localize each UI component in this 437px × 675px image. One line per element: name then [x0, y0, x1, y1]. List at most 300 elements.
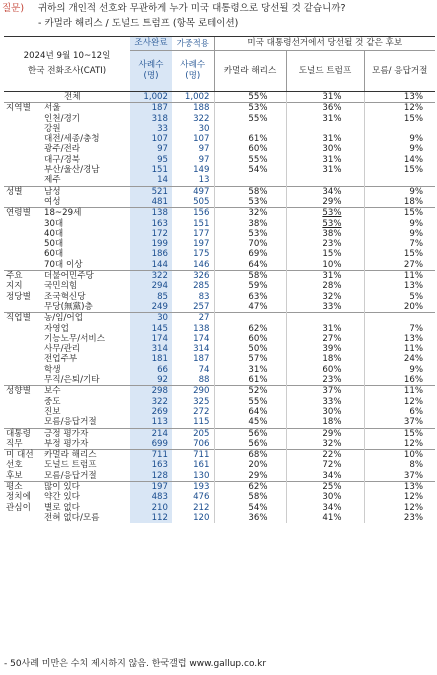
- dk-cell: 8%: [364, 460, 435, 470]
- group-label: [4, 197, 42, 208]
- question-options: - 카멀라 해리스 / 도널드 트럼프 (항목 로테이션): [38, 18, 239, 29]
- table-row: [4, 292, 435, 302]
- raw-count-cell: 128: [130, 471, 172, 482]
- results-table: [4, 36, 435, 523]
- harris-cell: 62%: [214, 324, 286, 334]
- subgroup-label: 도널드 트럼프: [44, 460, 97, 471]
- table-row: [4, 492, 435, 502]
- trump-cell: 28%: [286, 281, 364, 291]
- weighted-count-cell: 120: [193, 512, 210, 523]
- trump-cell: 41%: [286, 513, 364, 523]
- weighted-count-cell: 146: [193, 259, 210, 270]
- table-row: [4, 92, 435, 103]
- dk-cell: 15%: [364, 428, 435, 439]
- dk-cell: 9%: [364, 186, 435, 197]
- raw-count-cell: 298: [130, 386, 172, 397]
- weighted-count-cell: 130: [193, 470, 210, 481]
- weighted-count-cell: 97: [198, 144, 210, 155]
- group-label: [4, 92, 42, 103]
- dk-cell: 23%: [364, 513, 435, 523]
- group-label: [4, 324, 42, 334]
- raw-count-cell: 107: [130, 134, 172, 144]
- weighted-count-cell: 193: [172, 481, 214, 492]
- subgroup-label: 긍정 평가자: [42, 428, 130, 439]
- raw-count-top: 조사완료: [130, 37, 172, 51]
- group-label: [4, 165, 42, 175]
- weighted-count-cell: 322: [193, 113, 210, 124]
- raw-count-cell: 163: [130, 460, 172, 470]
- trump-cell: 31%: [286, 114, 364, 124]
- trump-cell: [286, 313, 364, 324]
- harris-cell: 59%: [214, 281, 286, 291]
- subgroup-label: 60대: [44, 249, 64, 260]
- raw-count-cell: 66: [130, 365, 172, 375]
- trump-cell: 34%: [286, 186, 364, 197]
- table-row: [4, 239, 435, 249]
- subgroup-label: 서울: [42, 103, 130, 114]
- trump-cell: 34%: [286, 471, 364, 482]
- raw-count-cell: 144: [130, 260, 172, 271]
- group-label: 성별: [4, 186, 42, 197]
- harris-cell: 29%: [214, 471, 286, 482]
- trump-cell: 31%: [286, 271, 364, 282]
- group-label: [4, 260, 42, 271]
- table-row: [4, 186, 435, 197]
- group-label: [4, 407, 42, 417]
- raw-count-cell: 318: [130, 114, 172, 124]
- subgroup-label: 여성: [44, 196, 61, 207]
- trump-cell: 33%: [286, 302, 364, 313]
- trump-cell: [286, 124, 364, 134]
- table-row: [4, 134, 435, 144]
- group-label: 대통령: [4, 428, 42, 439]
- subgroup-label: 인천/경기: [44, 113, 81, 124]
- group-label: 정치에: [6, 492, 31, 503]
- dk-header: 모름/ 응답거절: [364, 51, 435, 92]
- trump-cell: 39%: [286, 344, 364, 354]
- harris-cell: 36%: [214, 513, 286, 523]
- table-row: [4, 208, 435, 219]
- subgroup-label: 전혀 없다/모름: [44, 512, 100, 523]
- dk-cell: 15%: [364, 165, 435, 175]
- raw-count-cell: 269: [130, 407, 172, 417]
- raw-count-cell: 30: [130, 313, 172, 324]
- harris-header: 카멀라 해리스: [214, 51, 286, 92]
- trump-cell: 18%: [286, 417, 364, 428]
- table-row: [4, 471, 435, 482]
- raw-count-cell: 314: [130, 344, 172, 354]
- table-row: [4, 249, 435, 259]
- subgroup-label: 대전/세종/충청: [44, 134, 100, 145]
- raw-count-cell: 145: [130, 324, 172, 334]
- group-label: [4, 144, 42, 154]
- question-text: 귀하의 개인적 선호와 무관하게 누가 미국 대통령으로 당선될 것 같습니까?: [38, 3, 346, 14]
- harris-cell: [214, 313, 286, 324]
- table-row: [4, 229, 435, 239]
- dk-cell: 13%: [364, 334, 435, 344]
- dk-cell: 12%: [364, 103, 435, 114]
- trump-cell: 30%: [286, 407, 364, 417]
- survey-info-header: [4, 37, 130, 92]
- raw-count-cell: 85: [130, 292, 172, 302]
- dk-cell: 18%: [364, 197, 435, 208]
- dk-cell: 12%: [364, 503, 435, 513]
- raw-count-cell: 187: [130, 103, 172, 114]
- table-row: [4, 417, 435, 428]
- dk-cell: 24%: [364, 354, 435, 364]
- harris-cell: 70%: [214, 239, 286, 249]
- trump-cell: 31%: [286, 155, 364, 165]
- table-row: [4, 114, 435, 124]
- raw-count-cell: 521: [130, 186, 172, 197]
- subgroup-label: 70대 이상: [44, 259, 83, 270]
- dk-cell: 14%: [364, 155, 435, 165]
- dk-cell: 13%: [364, 92, 435, 103]
- weighted-count-cell: 83: [198, 291, 210, 302]
- raw-count-cell: 294: [130, 281, 172, 291]
- trump-cell: 30%: [286, 144, 364, 154]
- weighted-count-cell: 97: [198, 154, 210, 165]
- raw-count-cell: 14: [130, 175, 172, 186]
- subgroup-label: 진보: [44, 406, 61, 417]
- group-label: [4, 239, 42, 249]
- dk-cell: 11%: [364, 344, 435, 354]
- subgroup-label: 보수: [42, 386, 130, 397]
- group-label: 성향별: [4, 386, 42, 397]
- raw-count-cell: 151: [130, 165, 172, 175]
- weighted-count-cell: 174: [193, 333, 210, 344]
- subgroup-label: 학생: [44, 364, 61, 375]
- footer-note: - 50사례 미만은 수치 제시하지 않음. 한국갤럽 www.gallup.co.kr: [4, 659, 267, 669]
- subgroup-label: 무직/은퇴/기타: [44, 375, 100, 386]
- trump-cell: 23%: [286, 375, 364, 386]
- dk-cell: 27%: [364, 260, 435, 271]
- group-title: 미국 대통령선거에서 당선될 것 같은 후보: [214, 37, 435, 51]
- raw-count-cell: 197: [130, 481, 172, 492]
- group-label: [4, 417, 42, 428]
- subgroup-label: 모름/응답거절: [44, 417, 97, 428]
- raw-count-cell: 699: [130, 439, 172, 450]
- group-label: 주요: [4, 271, 42, 282]
- trump-cell: 29%: [286, 197, 364, 208]
- subgroup-label: 무당(無黨)층: [44, 301, 93, 312]
- dk-cell: 6%: [364, 407, 435, 417]
- group-label: [4, 334, 42, 344]
- raw-count-header: 사례수 (명): [130, 51, 172, 92]
- raw-count-cell: 1,002: [130, 92, 172, 103]
- subgroup-label: 사무/관리: [44, 344, 81, 355]
- raw-count-cell: 711: [130, 450, 172, 461]
- harris-cell: 50%: [214, 344, 286, 354]
- subgroup-label: 농/임/어업: [42, 313, 130, 324]
- harris-cell: 55%: [214, 155, 286, 165]
- raw-count-cell: 33: [130, 124, 172, 134]
- group-label: 평소: [4, 481, 42, 492]
- harris-cell: 55%: [214, 92, 286, 103]
- trump-cell: 31%: [286, 324, 364, 334]
- dk-cell: 13%: [364, 481, 435, 492]
- trump-cell: 29%: [286, 428, 364, 439]
- table-row: [4, 124, 435, 134]
- raw-count-cell: 97: [130, 144, 172, 154]
- table-row: [4, 144, 435, 154]
- harris-cell: 61%: [214, 134, 286, 144]
- table-row: [4, 354, 435, 364]
- subgroup-label: 광주/전라: [44, 144, 81, 155]
- subgroup-label: 별로 없다: [44, 502, 80, 513]
- subgroup-label: 남성: [42, 186, 130, 197]
- dk-cell: 10%: [364, 450, 435, 461]
- raw-count-cell: 95: [130, 155, 172, 165]
- group-label: [4, 219, 42, 229]
- subgroup-label: 전체: [42, 92, 130, 103]
- survey-method: 한국 전화조사(CATI): [27, 66, 107, 76]
- trump-cell: 30%: [286, 492, 364, 502]
- subgroup-label: 부정 평가자: [44, 438, 89, 449]
- weighted-count-cell: 314: [193, 344, 210, 355]
- trump-cell: 15%: [286, 249, 364, 259]
- weighted-count-cell: 88: [198, 375, 210, 386]
- dk-cell: 15%: [364, 208, 435, 219]
- raw-count-cell: 163: [130, 219, 172, 229]
- subgroup-label: 부산/울산/경남: [44, 165, 100, 176]
- subgroup-label: 모름/응답거절: [44, 470, 97, 481]
- weighted-count-cell: 187: [193, 354, 210, 365]
- group-label: [4, 397, 42, 407]
- dk-cell: 37%: [364, 417, 435, 428]
- harris-cell: 54%: [214, 503, 286, 513]
- raw-count-cell: 112: [130, 513, 172, 523]
- weighted-count-cell: 27: [172, 313, 214, 324]
- raw-count-cell: 174: [130, 334, 172, 344]
- raw-count-cell: 186: [130, 249, 172, 259]
- harris-cell: 53%: [214, 197, 286, 208]
- weighted-count-cell: 149: [193, 165, 210, 176]
- harris-cell: 38%: [214, 219, 286, 229]
- subgroup-label: 카멀라 해리스: [42, 450, 130, 461]
- group-label: 연령별: [4, 208, 42, 219]
- dk-cell: 12%: [364, 439, 435, 450]
- group-label: [4, 229, 42, 239]
- trump-cell: 31%: [286, 165, 364, 175]
- weighted-count-cell: 107: [193, 134, 210, 145]
- harris-cell: 45%: [214, 417, 286, 428]
- table-row: [4, 260, 435, 271]
- subgroup-label: 조국혁신당: [44, 291, 86, 302]
- group-label: 관심이: [6, 502, 31, 513]
- harris-cell: 68%: [214, 450, 286, 461]
- dk-cell: 7%: [364, 324, 435, 334]
- subgroup-label: 중도: [44, 396, 61, 407]
- dk-cell: 9%: [364, 365, 435, 375]
- weighted-count-cell: 161: [193, 460, 210, 471]
- subgroup-label: 강원: [44, 123, 61, 134]
- group-label: 지역별: [4, 103, 42, 114]
- weighted-count-cell: 505: [193, 196, 210, 207]
- weighted-count-cell: 177: [193, 228, 210, 239]
- dk-cell: 7%: [364, 239, 435, 249]
- group-label: [4, 124, 42, 134]
- harris-cell: 55%: [214, 114, 286, 124]
- table-row: [4, 450, 435, 461]
- raw-count-cell: 214: [130, 428, 172, 439]
- harris-cell: 54%: [214, 165, 286, 175]
- table-row: [4, 428, 435, 439]
- harris-cell: 57%: [214, 354, 286, 364]
- dk-cell: 12%: [364, 397, 435, 407]
- weighted-count-cell: 30: [198, 123, 210, 134]
- subgroup-label: 더불어민주당: [42, 271, 130, 282]
- weighted-count-cell: 205: [172, 428, 214, 439]
- table-row: [4, 197, 435, 208]
- harris-cell: [214, 124, 286, 134]
- group-label: [4, 354, 42, 364]
- weighted-count-cell: 272: [193, 406, 210, 417]
- weighted-count-cell: 285: [193, 281, 210, 292]
- subgroup-label: 자영업: [44, 323, 69, 334]
- weighted-count-cell: 13: [198, 175, 210, 186]
- dk-cell: 11%: [364, 386, 435, 397]
- harris-cell: 62%: [214, 481, 286, 492]
- trump-cell: 60%: [286, 365, 364, 375]
- trump-cell: 53%: [286, 219, 364, 229]
- table-row: [4, 513, 435, 523]
- dk-cell: 13%: [364, 281, 435, 291]
- harris-cell: 53%: [214, 229, 286, 239]
- weighted-count-cell: 156: [172, 208, 214, 219]
- group-label: 미 대선: [4, 450, 42, 461]
- harris-cell: 60%: [214, 334, 286, 344]
- dk-cell: 16%: [364, 375, 435, 386]
- group-label: [4, 155, 42, 165]
- weighted-count-cell: 197: [193, 239, 210, 250]
- weighted-count-cell: 151: [193, 218, 210, 229]
- raw-count-cell: 138: [130, 208, 172, 219]
- trump-cell: 31%: [286, 134, 364, 144]
- table-row: [4, 103, 435, 114]
- trump-cell: [286, 175, 364, 186]
- harris-cell: 58%: [214, 271, 286, 282]
- trump-cell: 22%: [286, 450, 364, 461]
- harris-cell: 47%: [214, 302, 286, 313]
- dk-cell: 11%: [364, 271, 435, 282]
- raw-count-cell: 181: [130, 354, 172, 364]
- weighted-count-cell: 115: [193, 417, 210, 428]
- group-label: [4, 134, 42, 144]
- trump-cell: 10%: [286, 260, 364, 271]
- trump-cell: 34%: [286, 503, 364, 513]
- dk-cell: 12%: [364, 492, 435, 502]
- table-row: [4, 365, 435, 375]
- group-label: 직업별: [4, 313, 42, 324]
- subgroup-label: 전업주부: [44, 354, 78, 365]
- subgroup-label: 40대: [44, 228, 64, 239]
- harris-cell: 58%: [214, 186, 286, 197]
- weighted-count-cell: 175: [193, 249, 210, 260]
- dk-cell: 9%: [364, 144, 435, 154]
- trump-cell: 36%: [286, 103, 364, 114]
- harris-cell: 31%: [214, 365, 286, 375]
- trump-cell: 37%: [286, 386, 364, 397]
- weighted-count-cell: 326: [172, 271, 214, 282]
- weighted-count-cell: 74: [198, 364, 210, 375]
- dk-cell: [364, 313, 435, 324]
- subgroup-label: 국민의힘: [44, 281, 78, 292]
- harris-cell: 60%: [214, 144, 286, 154]
- trump-cell: 25%: [286, 481, 364, 492]
- harris-cell: 64%: [214, 407, 286, 417]
- table-row: [4, 397, 435, 407]
- table-row: [4, 271, 435, 282]
- group-label: [4, 344, 42, 354]
- table-body: [4, 92, 435, 524]
- group-label: 선호: [6, 460, 23, 471]
- raw-count-cell: 249: [130, 302, 172, 313]
- raw-count-cell: 481: [130, 197, 172, 208]
- weighted-count-cell: 138: [193, 323, 210, 334]
- table-row: [4, 281, 435, 291]
- table-row: [4, 219, 435, 229]
- trump-header: 도널드 트럼프: [286, 51, 364, 92]
- trump-cell: 72%: [286, 460, 364, 470]
- trump-cell: 38%: [286, 229, 364, 239]
- table-row: [4, 155, 435, 165]
- weighted-count-cell: 1,002: [172, 92, 214, 103]
- subgroup-label: 대구/경북: [44, 154, 81, 165]
- dk-cell: 9%: [364, 219, 435, 229]
- harris-cell: 63%: [214, 292, 286, 302]
- trump-cell: 33%: [286, 397, 364, 407]
- weighted-count-cell: 476: [193, 492, 210, 503]
- table-row: [4, 503, 435, 513]
- harris-cell: 52%: [214, 386, 286, 397]
- group-label: [4, 114, 42, 124]
- subgroup-label: 50대: [44, 239, 64, 250]
- trump-cell: 23%: [286, 239, 364, 249]
- table-row: [4, 165, 435, 175]
- dk-cell: [364, 175, 435, 186]
- group-label: 정당별: [6, 291, 31, 302]
- weighted-count-cell: 212: [193, 502, 210, 513]
- question-block: [0, 0, 437, 36]
- dk-cell: 9%: [364, 134, 435, 144]
- question-tag: 질문): [2, 3, 25, 14]
- table-row: [4, 481, 435, 492]
- table-row: [4, 439, 435, 450]
- harris-cell: 58%: [214, 492, 286, 502]
- subgroup-label: 약간 있다: [44, 492, 80, 503]
- weighted-count-cell: 257: [193, 301, 210, 312]
- weighted-count-cell: 706: [193, 438, 210, 449]
- table-row: [4, 302, 435, 313]
- table-row: [4, 334, 435, 344]
- harris-cell: 56%: [214, 428, 286, 439]
- raw-count-cell: 199: [130, 239, 172, 249]
- raw-count-cell: 92: [130, 375, 172, 386]
- raw-count-cell: 322: [130, 397, 172, 407]
- harris-cell: 56%: [214, 439, 286, 450]
- harris-cell: 20%: [214, 460, 286, 470]
- trump-cell: 18%: [286, 354, 364, 364]
- harris-cell: [214, 175, 286, 186]
- weighted-count-cell: 497: [172, 186, 214, 197]
- harris-cell: 55%: [214, 397, 286, 407]
- subgroup-label: 30대: [44, 218, 64, 229]
- raw-count-cell: 172: [130, 229, 172, 239]
- dk-cell: 37%: [364, 471, 435, 482]
- table-row: [4, 324, 435, 334]
- table-row: [4, 175, 435, 186]
